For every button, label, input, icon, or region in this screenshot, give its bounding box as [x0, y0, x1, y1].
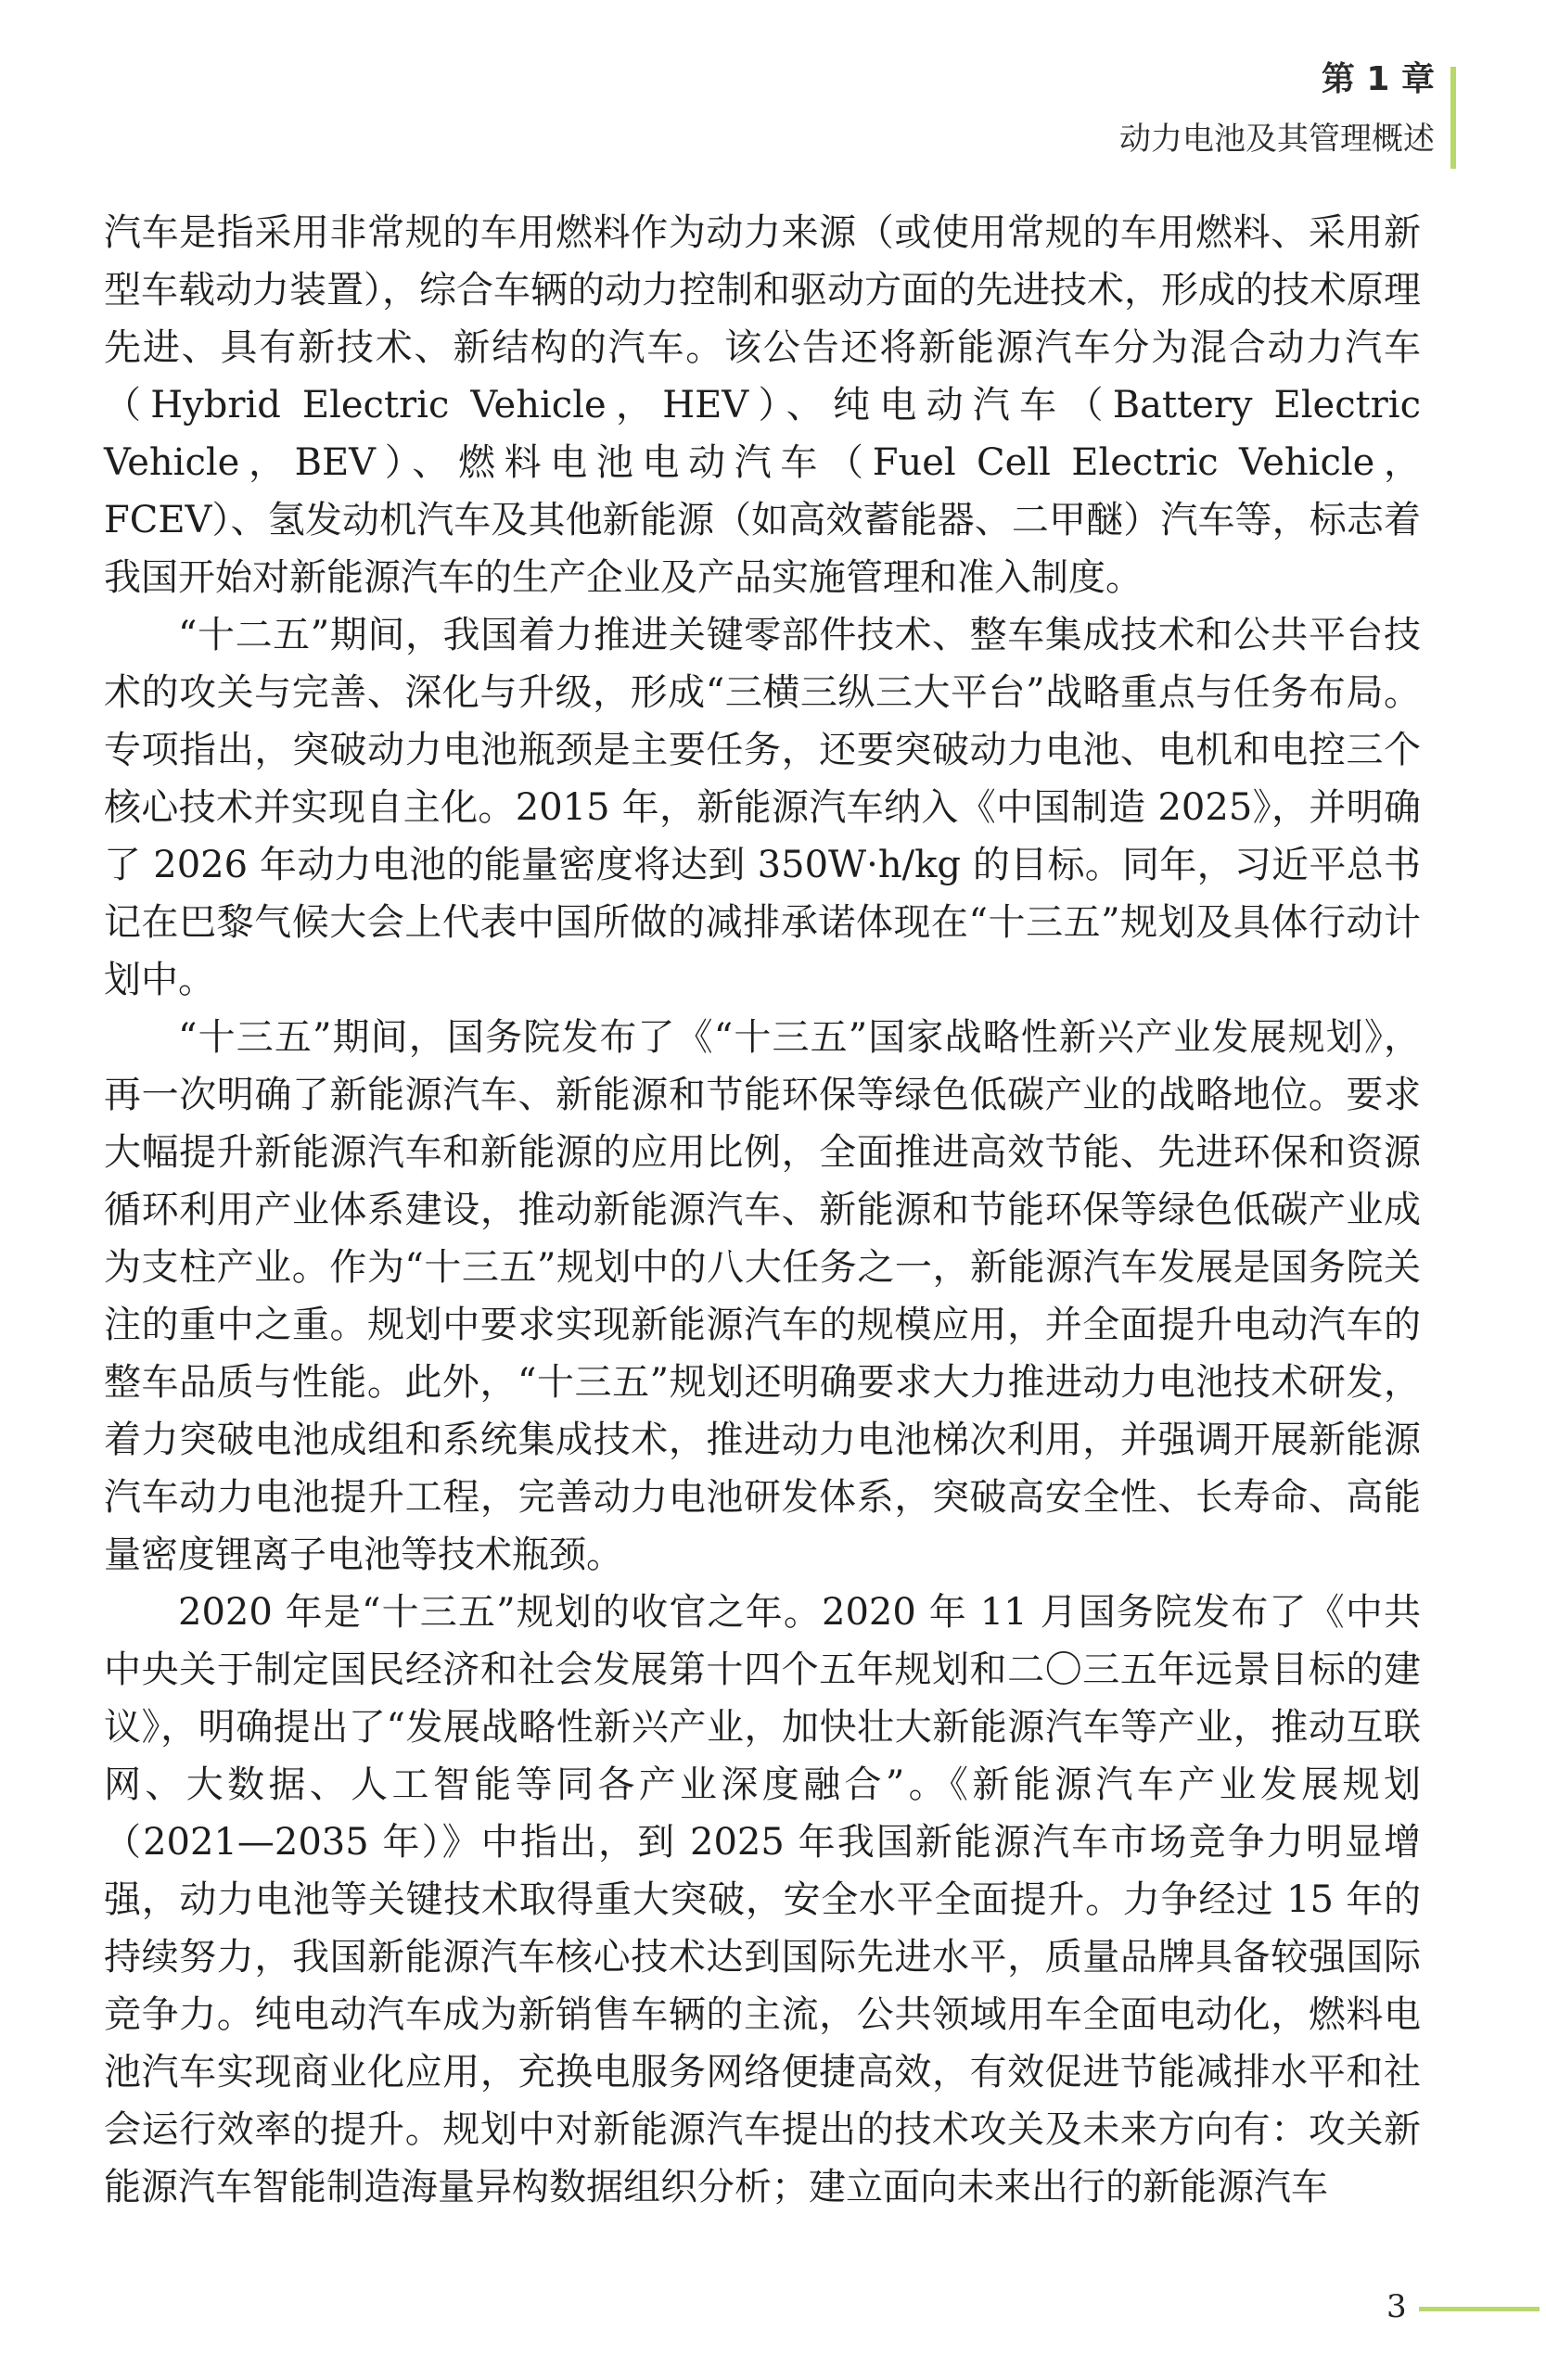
chapter-label: 第 1 章	[1321, 60, 1435, 98]
footer-accent-bar	[1419, 2307, 1540, 2311]
paragraph: 汽车是指采用非常规的车用燃料作为动力来源（或使用常规的车用燃料、采用新型车载动力装置），综合车辆的动力控制和驱动方面的先进技术，形成的技术原理先进、具有新技术、新结构的汽车。该公告还将新能源汽车分为混合动力汽车（Hybrid Electric Vehicle，HEV）、纯电动汽车（Battery Electric Vehicle，BEV）、燃料电池电动汽车（Fuel Cell Electric Vehicle，FCEV）、氢发动机汽车及其他新能源（如高效蓄能器、二甲醚）汽车等，标志着我国开始对新能源汽车的生产企业及产品实施管理和准入制度。	[104, 211, 1421, 599]
paragraph: “十三五”期间，国务院发布了《“十三五”国家战略性新兴产业发展规划》，再一次明确了新能源汽车、新能源和节能环保等绿色低碳产业的战略地位。要求大幅提升新能源汽车和新能源的应用比例，全面推进高效节能、先进环保和资源循环利用产业体系建设，推动新能源汽车、新能源和节能环保等绿色低碳产业成为支柱产业。作为“十三五”规划中的八大任务之一，新能源汽车发展是国务院关注的重中之重。规划中要求实现新能源汽车的规模应用，并全面提升电动汽车的整车品质与性能。此外，“十三五”规划还明确要求大力推进动力电池技术研发，着力突破电池成组和系统集成技术，推进动力电池梯次利用，并强调开展新能源汽车动力电池提升工程，完善动力电池研发体系，突破高安全性、长寿命、高能量密度锂离子电池等技术瓶颈。	[104, 1016, 1421, 1576]
body-text	[104, 204, 1421, 2216]
paragraph: 2020 年是“十三五”规划的收官之年。2020 年 11 月国务院发布了《中共中央关于制定国民经济和社会发展第十四个五年规划和二〇三五年远景目标的建议》，明确提出了“发展战略性新兴产业，加快壮大新能源汽车等产业，推动互联网、大数据、人工智能等同各产业深度融合”。《新能源汽车产业发展规划（2021—2035 年）》中指出，到 2025 年我国新能源汽车市场竞争力明显增强，动力电池等关键技术取得重大突破，安全水平全面提升。力争经过 15 年的持续努力，我国新能源汽车核心技术达到国际先进水平，质量品牌具备较强国际竞争力。纯电动汽车成为新销售车辆的主流，公共领域用车全面电动化，燃料电池汽车实现商业化应用，充换电服务网络便捷高效，有效促进节能减排水平和社会运行效率的提升。规划中对新能源汽车提出的技术攻关及未来方向有：攻关新能源汽车智能制造海量异构数据组织分析；建立面向未来出行的新能源汽车	[104, 1591, 1421, 2208]
page-number: 3	[1386, 2288, 1407, 2325]
paragraph: “十二五”期间，我国着力推进关键零部件技术、整车集成技术和公共平台技术的攻关与完善、深化与升级，形成“三横三纵三大平台”战略重点与任务布局。专项指出，突破动力电池瓶颈是主要任务，还要突破动力电池、电机和电控三个核心技术并实现自主化。2015 年，新能源汽车纳入《中国制造 2025》，并明确了 2026 年动力电池的能量密度将达到 350W·h/kg 的目标。同年，习近平总书记在巴黎气候大会上代表中国所做的减排承诺体现在“十三五”规划及具体行动计划中。	[104, 614, 1421, 1001]
header-accent-bar	[1450, 67, 1456, 169]
running-header	[1119, 56, 1435, 165]
chapter-title: 动力电池及其管理概述	[1119, 121, 1435, 158]
